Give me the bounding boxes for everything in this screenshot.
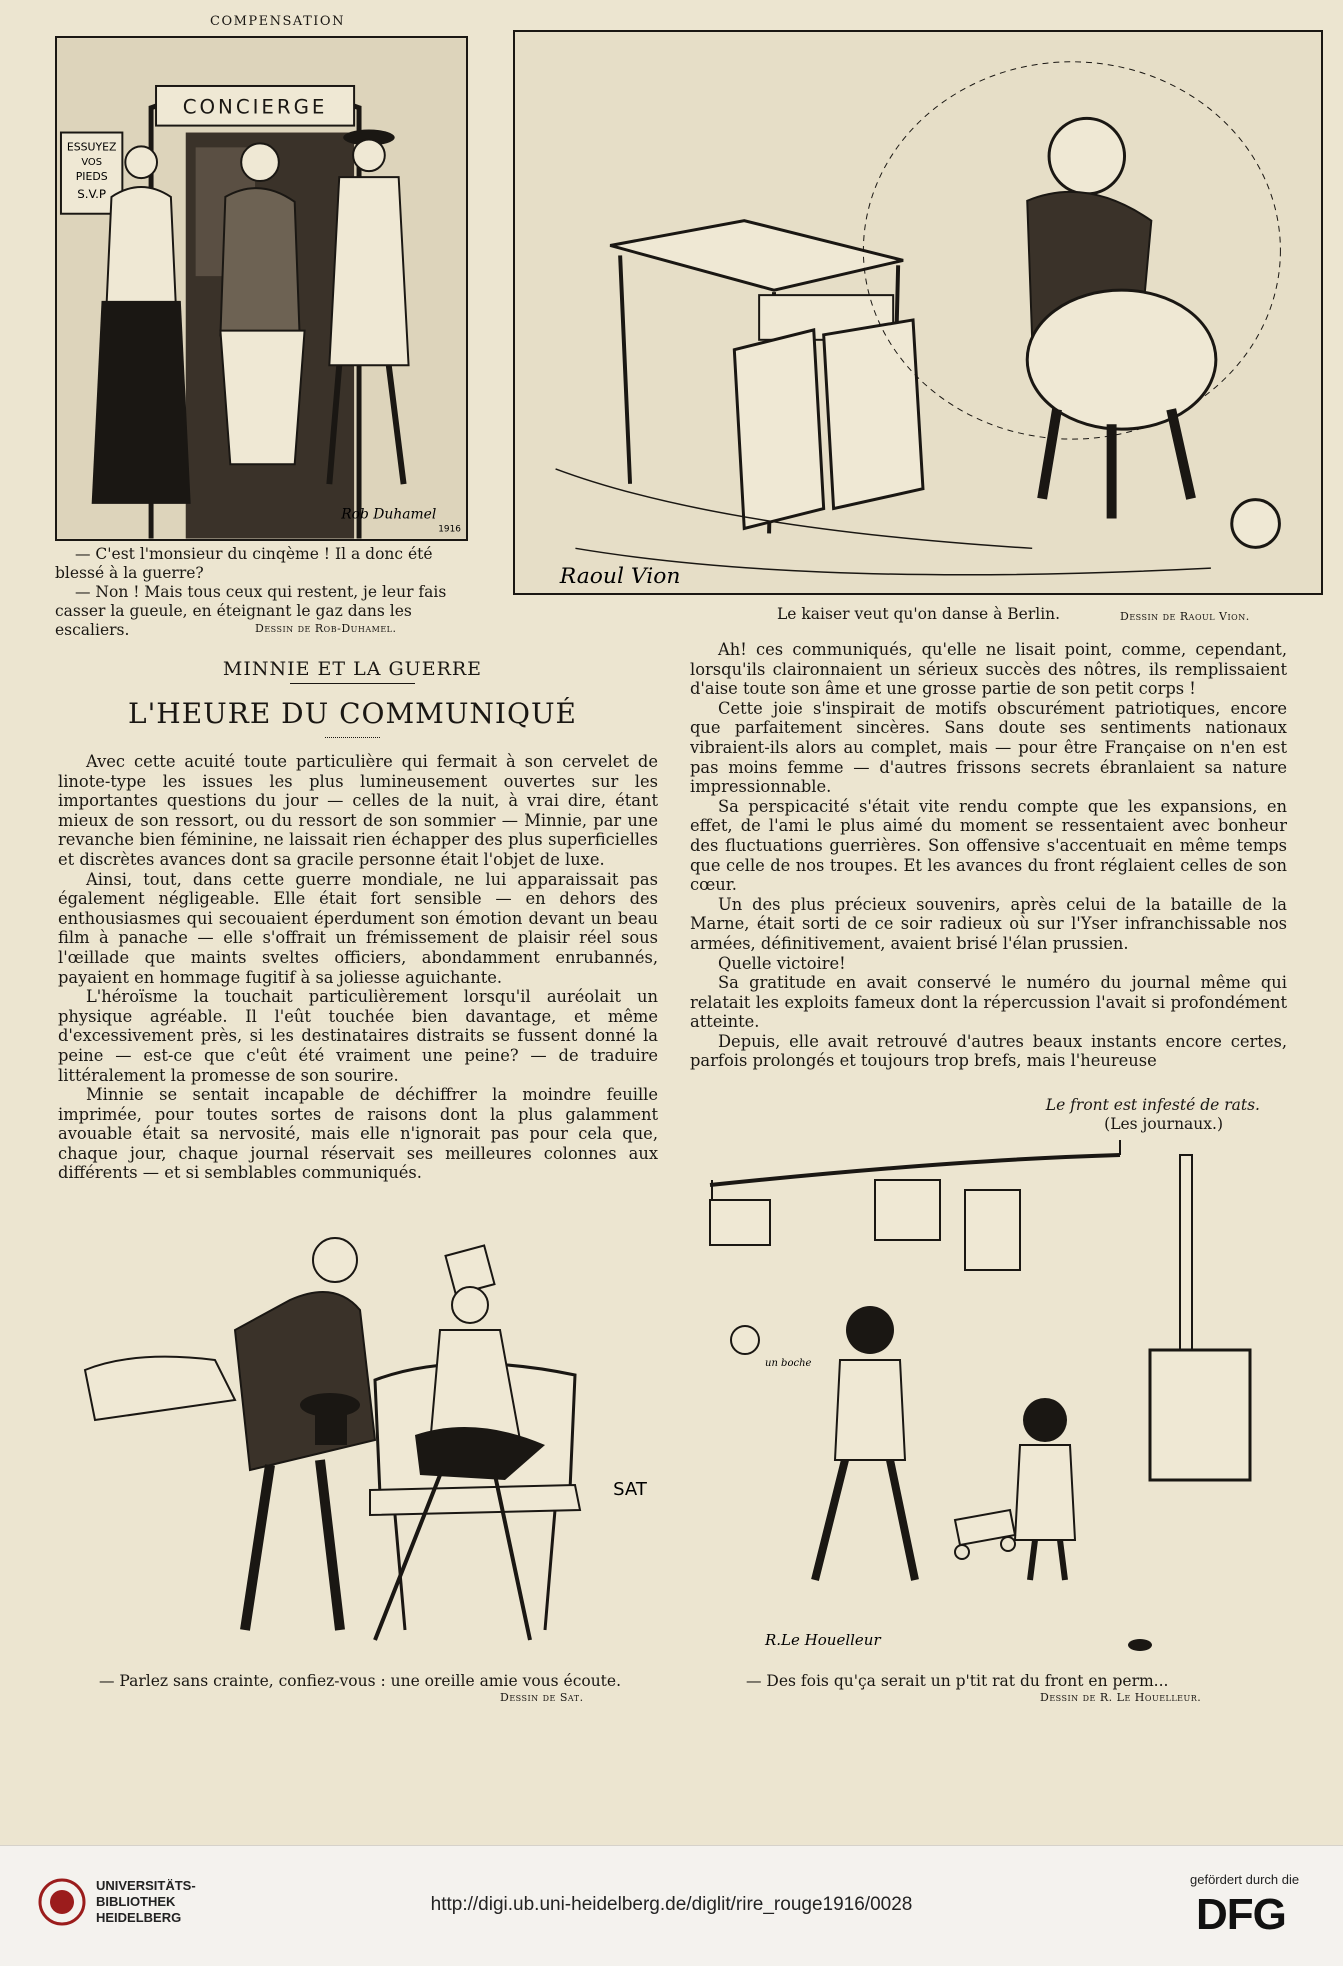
col2-paragraph-4: Un des plus précieux souvenirs, après celui de la bataille de la Marne, était sorti de ce soir radieux où sur l'Yser infranchissable nos armées, définitivement, avaient brisé l'élan prussien. (690, 894, 1287, 953)
kaiser-credit: Dessin de Raoul Vion. (1120, 610, 1250, 623)
rats-credit: Dessin de R. Le Houelleur. (1040, 1691, 1202, 1704)
sat-caption: — Parlez sans crainte, confiez-vous : une oreille amie vous écoute. (98, 1672, 622, 1690)
col1-paragraph-4: Minnie se sentait incapable de déchiffrer la moindre feuille imprimée, pour toutes sortes de raisons dont la plus galamment avouable était sa nervosité, mais elle n'ignorait pas pour cela que, chaque jour, chaque journal réservait ses meilleures colonnes aux différents — et si semblables communiqués. (58, 1085, 658, 1183)
col2-paragraph-1: Ah! ces communiqués, qu'elle ne lisait point, comme, cependant, lorsqu'ils claironnaient un sérieux succès des nôtres, ils remplissaient d'aise toute son âme et une grosse partie de son petit corps ! (690, 640, 1287, 699)
column-header: COMPENSATION (210, 14, 345, 29)
rats-epigraph-source: (Les journaux.) (1104, 1115, 1223, 1133)
concierge-year: 1916 (438, 524, 461, 535)
col2-paragraph-6: Sa gratitude en avait conservé le numéro du journal même qui relatait les exploits fameux dont la répercussion l'avait si profondément atteinte. (690, 973, 1287, 1032)
concierge-caption-line-2: — Non ! Mais tous ceux qui restent, je leur fais casser la gueule, en éteignant le gaz dans les escaliers. (55, 583, 447, 639)
col2-paragraph-2: Cette joie s'inspirait de motifs obscurément patriotiques, encore que parfaitement sincères. Sans doute ses sentiments nationaux vibraient-ils alors au complet, mais — pour être Française on n'en est pas moins femme — d'autres frissons secrets ébranlaient sa nature impressionnable. (690, 698, 1287, 797)
sat-signature: SAT (613, 1479, 647, 1500)
sat-drawing (75, 1210, 655, 1670)
library-line-3: HEIDELBERG (96, 1910, 182, 1925)
kaiser-drawing (515, 32, 1321, 593)
kicker-rule (290, 683, 415, 684)
dfg-logo: DFG (1196, 1890, 1286, 1939)
article-title: L'HEURE DU COMMUNIQUÉ (128, 697, 577, 730)
col1-paragraph-1: Avec cette acuité toute particulière qui fermait à son cervelet de linote-type les issues les plus lumineusement ouvertes sur les importantes questions du jour — celles de la nuit, à vrai dire, étant mieux de son ressort, ou du ressort de son sommier — Minnie, par une revanche bien féminine, ne laissait rien échapper des plus superficielles et discrètes avances dont sa gracile personne était l'objet de luxe. (58, 752, 658, 869)
article-kicker: MINNIE ET LA GUERRE (222, 658, 483, 680)
kaiser-cartoon (513, 30, 1323, 595)
concierge-cartoon (55, 36, 468, 541)
kaiser-signature: Raoul Vion (559, 564, 681, 590)
concierge-drawing (57, 38, 466, 539)
col2-paragraph-7: Depuis, elle avait retrouvé d'autres beaux instants encore certes, parfois prolongés et toujours trop brefs, mais l'heureuse (690, 1031, 1287, 1071)
sat-credit: Dessin de Sat. (500, 1691, 584, 1704)
door-sign-text: CONCIERGE (182, 95, 328, 119)
concierge-caption-line-1: — C'est l'monsieur du cinqème ! Il a donc été blessé à la guerre? (55, 545, 433, 582)
concierge-credit: Dessin de Rob-Duhamel. (255, 622, 397, 635)
notice-line-2: VOS (81, 157, 102, 169)
article-column-2 (690, 640, 1287, 1088)
permalink[interactable]: http://digi.ub.uni-heidelberg.de/diglit/rire_rouge1916/0028 (430, 1894, 913, 1915)
sat-cartoon (75, 1210, 655, 1670)
wall-doodle-text: un boche (765, 1358, 812, 1369)
concierge-signature: Rob Duhamel (341, 506, 437, 523)
rats-drawing (700, 1140, 1280, 1665)
sponsor-text: gefördert durch die (1190, 1872, 1300, 1887)
kaiser-caption: Le kaiser veut qu'on danse à Berlin. (777, 605, 1061, 623)
rats-cartoon (700, 1140, 1280, 1665)
col1-paragraph-3: L'héroïsme la touchait particulièrement lorsqu'il auréolait un physique agréable. Il l'eût touchée bien davantage, et même d'excessivement près, si les destinataires distraits se fussent donné la peine — est-ce que c'eût été vraiment une peine? — de traduire littéralement la promesse de son sourire. (58, 987, 658, 1085)
notice-line-1: ESSUYEZ (66, 140, 117, 154)
title-ornament (325, 737, 380, 738)
notice-line-3: PIEDS (75, 170, 108, 184)
col2-paragraph-5: Quelle victoire! (718, 953, 846, 973)
article-column-1 (58, 752, 658, 1202)
rats-epigraph: Le front est infesté de rats. (1045, 1096, 1260, 1114)
col2-paragraph-3: Sa perspicacité s'était vite rendu compte que les expansions, en effet, de l'ami le plus aimé du moment se ressentaient avec bonheur des fluctuations guerrières. Son offensive s'accentuait en même temps que celle de nos troupes. Et les avances du front réglaient celles de son cœur. (690, 796, 1287, 895)
library-line-1: UNIVERSITÄTS- (96, 1878, 196, 1893)
library-line-2: BIBLIOTHEK (96, 1894, 176, 1909)
digitization-footer (0, 1845, 1343, 1966)
rats-signature: R.Le Houelleur (765, 1631, 881, 1649)
rats-caption: — Des fois qu'ça serait un p'tit rat du front en perm... (746, 1672, 1169, 1690)
notice-line-4: S.V.P (77, 186, 107, 201)
col1-paragraph-2: Ainsi, tout, dans cette guerre mondiale, ne lui apparaissait pas également négligeable. Elle était fort sensible — en dehors des enthousiasmes qui secouaient éperdument son émotion devant un beau film à panache — elle s'offrait un frémissement de plaisir réel sous l'œillade que maints sveltes officiers, abondamment enrubannés, payaient en hommage fugitif à sa joliesse aguichante. (58, 869, 658, 987)
